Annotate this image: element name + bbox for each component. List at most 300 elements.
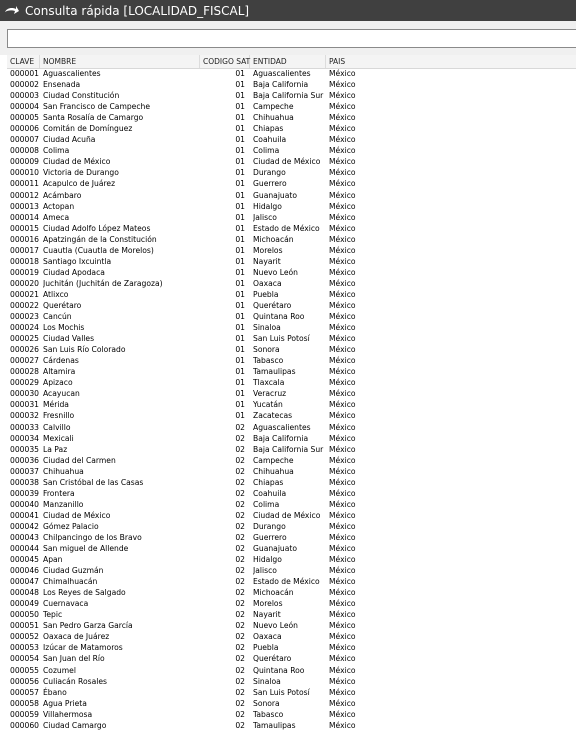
- codigo-sat-cell: 01: [235, 334, 245, 344]
- codigo-sat-cell: 01: [235, 245, 245, 255]
- clave-cell: 000059: [10, 709, 39, 719]
- clave-cell: 000003: [10, 91, 39, 101]
- entidad-cell: Tamaulipas: [253, 367, 296, 377]
- clave-cell: 000052: [10, 632, 39, 642]
- codigo-sat-cell: 02: [235, 521, 245, 531]
- entidad-cell: Guerrero: [253, 532, 287, 542]
- clave-cell: 000049: [10, 599, 39, 609]
- entidad-cell: Hidalgo: [253, 555, 282, 565]
- table-row[interactable]: [7, 532, 576, 543]
- nombre-cell: Ameca: [43, 212, 70, 222]
- window-title: Consulta rápida [LOCALIDAD_FISCAL]: [25, 3, 250, 18]
- nombre-cell: Mérida: [43, 400, 69, 410]
- codigo-sat-cell: 02: [235, 632, 245, 642]
- table-row[interactable]: [7, 134, 576, 145]
- table-row[interactable]: [7, 145, 576, 156]
- pais-cell: México: [329, 234, 356, 244]
- clave-cell: 000040: [10, 499, 39, 509]
- clave-cell: 000054: [10, 654, 39, 664]
- codigo-sat-cell: 01: [235, 411, 245, 421]
- pais-cell: México: [329, 389, 356, 399]
- column-header-entidad[interactable]: ENTIDAD: [250, 55, 326, 68]
- codigo-sat-cell: 02: [235, 544, 245, 554]
- table-row[interactable]: [7, 543, 576, 554]
- codigo-sat-cell: 01: [235, 91, 245, 101]
- nombre-cell: San Juan del Río: [43, 654, 105, 664]
- entidad-cell: Nayarit: [253, 256, 281, 266]
- pais-cell: México: [329, 532, 356, 542]
- table-row[interactable]: [7, 521, 576, 532]
- clave-cell: 000007: [10, 135, 39, 145]
- codigo-sat-cell: 02: [235, 665, 245, 675]
- nombre-cell: Ciudad de México: [43, 157, 111, 167]
- clave-cell: 000047: [10, 577, 39, 587]
- pais-cell: México: [329, 135, 356, 145]
- table-row[interactable]: [7, 245, 576, 256]
- table-row[interactable]: [7, 510, 576, 521]
- table-row[interactable]: [7, 79, 576, 90]
- table-row[interactable]: [7, 609, 576, 620]
- pais-cell: México: [329, 256, 356, 266]
- table-row[interactable]: [7, 620, 576, 631]
- table-row[interactable]: [7, 112, 576, 123]
- table-row[interactable]: [7, 466, 576, 477]
- clave-cell: 000002: [10, 80, 39, 90]
- pais-cell: México: [329, 312, 356, 322]
- nombre-cell: Villahermosa: [43, 709, 93, 719]
- table-row[interactable]: [7, 256, 576, 267]
- clave-cell: 000008: [10, 146, 39, 156]
- pais-cell: México: [329, 455, 356, 465]
- table-row[interactable]: [7, 422, 576, 433]
- entidad-cell: Hidalgo: [253, 201, 282, 211]
- clave-cell: 000015: [10, 223, 39, 233]
- entidad-cell: Chihuahua: [253, 466, 294, 476]
- entidad-cell: Guanajuato: [253, 190, 298, 200]
- pais-cell: México: [329, 466, 356, 476]
- table-row[interactable]: [7, 488, 576, 499]
- entidad-cell: Michoacán: [253, 588, 294, 598]
- codigo-sat-cell: 02: [235, 610, 245, 620]
- column-header-clave[interactable]: CLAVE: [7, 55, 40, 68]
- pais-cell: México: [329, 179, 356, 189]
- clave-cell: 000013: [10, 201, 39, 211]
- clave-cell: 000023: [10, 312, 39, 322]
- nombre-cell: Fresnillo: [43, 411, 75, 421]
- codigo-sat-cell: 02: [235, 566, 245, 576]
- table-row[interactable]: [7, 410, 576, 421]
- table-row[interactable]: [7, 687, 576, 698]
- pais-cell: México: [329, 212, 356, 222]
- entidad-cell: San Luis Potosí: [253, 687, 310, 697]
- codigo-sat-cell: 01: [235, 201, 245, 211]
- nombre-cell: Chilpancingo de los Bravo: [43, 532, 142, 542]
- nombre-cell: Victoria de Durango: [43, 168, 119, 178]
- pais-cell: México: [329, 521, 356, 531]
- pais-cell: México: [329, 643, 356, 653]
- pais-cell: México: [329, 555, 356, 565]
- table-row[interactable]: [7, 665, 576, 676]
- nombre-cell: Atlixco: [43, 289, 69, 299]
- table-row[interactable]: [7, 68, 576, 79]
- clave-cell: 000030: [10, 389, 39, 399]
- codigo-sat-cell: 02: [235, 466, 245, 476]
- clave-cell: 000004: [10, 102, 39, 112]
- table-row[interactable]: [7, 698, 576, 709]
- pais-cell: México: [329, 577, 356, 587]
- back-arrow-icon[interactable]: [4, 4, 22, 18]
- clave-cell: 000005: [10, 113, 39, 123]
- clave-cell: 000022: [10, 300, 39, 310]
- clave-cell: 000055: [10, 665, 39, 675]
- entidad-cell: Jalisco: [253, 212, 277, 222]
- nombre-cell: Chihuahua: [43, 466, 84, 476]
- clave-cell: 000014: [10, 212, 39, 222]
- nombre-cell: Ébano: [43, 687, 67, 697]
- codigo-sat-cell: 02: [235, 709, 245, 719]
- table-row[interactable]: [7, 399, 576, 410]
- nombre-cell: San Francisco de Campeche: [43, 102, 150, 112]
- results-table: [7, 55, 576, 733]
- codigo-sat-cell: 01: [235, 312, 245, 322]
- entidad-cell: Quintana Roo: [253, 665, 305, 675]
- nombre-cell: Cuautla (Cuautla de Morelos): [43, 245, 154, 255]
- clave-cell: 000048: [10, 588, 39, 598]
- clave-cell: 000033: [10, 422, 39, 432]
- nombre-cell: Izúcar de Matamoros: [43, 643, 123, 653]
- clave-cell: 000046: [10, 566, 39, 576]
- entidad-cell: Chiapas: [253, 124, 284, 134]
- clave-cell: 000051: [10, 621, 39, 631]
- nombre-cell: Apizaco: [43, 378, 73, 388]
- table-row[interactable]: [7, 101, 576, 112]
- column-header-nombre[interactable]: NOMBRE: [40, 55, 200, 68]
- table-row[interactable]: [7, 631, 576, 642]
- nombre-cell: Acayucan: [43, 389, 80, 399]
- codigo-sat-cell: 02: [235, 676, 245, 686]
- pais-cell: México: [329, 665, 356, 675]
- codigo-sat-cell: 01: [235, 389, 245, 399]
- codigo-sat-cell: 02: [235, 488, 245, 498]
- codigo-sat-cell: 02: [235, 643, 245, 653]
- clave-cell: 000038: [10, 477, 39, 487]
- clave-cell: 000028: [10, 367, 39, 377]
- entidad-cell: Veracruz: [253, 389, 287, 399]
- table-row[interactable]: [7, 676, 576, 687]
- table-row[interactable]: [7, 355, 576, 366]
- pais-cell: México: [329, 334, 356, 344]
- column-header-codigo-sat[interactable]: CODIGO SAT: [200, 55, 250, 68]
- nombre-cell: Ensenada: [43, 80, 81, 90]
- clave-cell: 000017: [10, 245, 39, 255]
- clave-cell: 000034: [10, 433, 39, 443]
- clave-cell: 000012: [10, 190, 39, 200]
- codigo-sat-cell: 02: [235, 599, 245, 609]
- table-row[interactable]: [7, 587, 576, 598]
- pais-cell: México: [329, 378, 356, 388]
- entidad-cell: Durango: [253, 521, 286, 531]
- entidad-cell: Chihuahua: [253, 113, 294, 123]
- table-row[interactable]: [7, 455, 576, 466]
- clave-cell: 000021: [10, 289, 39, 299]
- pais-cell: México: [329, 411, 356, 421]
- nombre-cell: Cozumel: [43, 665, 76, 675]
- nombre-cell: Aguascalientes: [43, 69, 101, 78]
- pais-cell: México: [329, 267, 356, 277]
- table-header: [7, 55, 576, 69]
- pais-cell: México: [329, 687, 356, 697]
- entidad-cell: Baja California Sur: [253, 444, 324, 454]
- nombre-cell: Juchitán (Juchitán de Zaragoza): [43, 278, 163, 288]
- clave-cell: 000027: [10, 356, 39, 366]
- table-body: [7, 68, 576, 731]
- table-row[interactable]: [7, 366, 576, 377]
- codigo-sat-cell: 02: [235, 422, 245, 432]
- nombre-cell: Mexicali: [43, 433, 74, 443]
- table-row[interactable]: [7, 598, 576, 609]
- nombre-cell: Ciudad Acuña: [43, 135, 96, 145]
- search-input[interactable]: [7, 29, 576, 48]
- pais-cell: México: [329, 510, 356, 520]
- table-row[interactable]: [7, 444, 576, 455]
- table-row[interactable]: [7, 576, 576, 587]
- nombre-cell: Ciudad Camargo: [43, 720, 107, 730]
- nombre-cell: San Luis Río Colorado: [43, 345, 126, 355]
- clave-cell: 000045: [10, 555, 39, 565]
- pais-cell: México: [329, 477, 356, 487]
- table-row[interactable]: [7, 234, 576, 245]
- nombre-cell: Querétaro: [43, 300, 82, 310]
- codigo-sat-cell: 01: [235, 179, 245, 189]
- entidad-cell: Colima: [253, 146, 280, 156]
- codigo-sat-cell: 01: [235, 69, 245, 78]
- entidad-cell: Baja California Sur: [253, 91, 324, 101]
- entidad-cell: Oaxaca: [253, 278, 282, 288]
- pais-cell: México: [329, 146, 356, 156]
- clave-cell: 000053: [10, 643, 39, 653]
- nombre-cell: Chimalhuacán: [43, 577, 98, 587]
- entidad-cell: Yucatán: [253, 400, 283, 410]
- table-row[interactable]: [7, 477, 576, 488]
- clave-cell: 000060: [10, 720, 39, 730]
- clave-cell: 000037: [10, 466, 39, 476]
- clave-cell: 000044: [10, 544, 39, 554]
- title-bar: [0, 0, 576, 21]
- table-row[interactable]: [7, 167, 576, 178]
- entidad-cell: Puebla: [253, 289, 279, 299]
- pais-cell: México: [329, 124, 356, 134]
- pais-cell: México: [329, 632, 356, 642]
- clave-cell: 000024: [10, 323, 39, 333]
- clave-cell: 000050: [10, 610, 39, 620]
- nombre-cell: Ciudad Adolfo López Mateos: [43, 223, 151, 233]
- nombre-cell: Acámbaro: [43, 190, 82, 200]
- codigo-sat-cell: 01: [235, 400, 245, 410]
- table-row[interactable]: [7, 212, 576, 223]
- pais-cell: México: [329, 720, 356, 730]
- clave-cell: 000057: [10, 687, 39, 697]
- table-row[interactable]: [7, 123, 576, 134]
- nombre-cell: Tepic: [43, 610, 63, 620]
- pais-cell: México: [329, 300, 356, 310]
- pais-cell: México: [329, 433, 356, 443]
- table-row[interactable]: [7, 377, 576, 388]
- codigo-sat-cell: 02: [235, 444, 245, 454]
- codigo-sat-cell: 02: [235, 654, 245, 664]
- pais-cell: México: [329, 289, 356, 299]
- clave-cell: 000001: [10, 69, 39, 78]
- clave-cell: 000019: [10, 267, 39, 277]
- nombre-cell: Ciudad de México: [43, 510, 111, 520]
- clave-cell: 000043: [10, 532, 39, 542]
- nombre-cell: Comitán de Domínguez: [43, 124, 133, 134]
- entidad-cell: Morelos: [253, 599, 283, 609]
- table-row[interactable]: [7, 344, 576, 355]
- pais-cell: México: [329, 102, 356, 112]
- codigo-sat-cell: 02: [235, 720, 245, 730]
- entidad-cell: Aguascalientes: [253, 69, 311, 78]
- table-row[interactable]: [7, 267, 576, 278]
- codigo-sat-cell: 01: [235, 102, 245, 112]
- table-row[interactable]: [7, 709, 576, 720]
- nombre-cell: San Cristóbal de las Casas: [43, 477, 144, 487]
- table-row[interactable]: [7, 289, 576, 300]
- nombre-cell: Los Reyes de Salgado: [43, 588, 126, 598]
- nombre-cell: Ciudad Constitución: [43, 91, 120, 101]
- pais-cell: México: [329, 201, 356, 211]
- table-row[interactable]: [7, 322, 576, 333]
- table-row[interactable]: [7, 190, 576, 201]
- codigo-sat-cell: 01: [235, 168, 245, 178]
- table-row[interactable]: [7, 90, 576, 101]
- nombre-cell: Agua Prieta: [43, 698, 87, 708]
- table-row[interactable]: [7, 223, 576, 234]
- entidad-cell: Michoacán: [253, 234, 294, 244]
- clave-cell: 000039: [10, 488, 39, 498]
- nombre-cell: Los Mochis: [43, 323, 85, 333]
- nombre-cell: La Paz: [43, 444, 68, 454]
- entidad-cell: Oaxaca: [253, 632, 282, 642]
- table-row[interactable]: [7, 278, 576, 289]
- nombre-cell: Apatzingán de la Constitución: [43, 234, 157, 244]
- table-row[interactable]: [7, 311, 576, 322]
- table-row[interactable]: [7, 565, 576, 576]
- nombre-cell: San Pedro Garza García: [43, 621, 133, 631]
- codigo-sat-cell: 02: [235, 510, 245, 520]
- codigo-sat-cell: 01: [235, 356, 245, 366]
- table-row[interactable]: [7, 201, 576, 212]
- codigo-sat-cell: 02: [235, 499, 245, 509]
- codigo-sat-cell: 01: [235, 234, 245, 244]
- column-header-pais[interactable]: PAIS: [329, 57, 346, 66]
- nombre-cell: Cárdenas: [43, 356, 79, 366]
- search-bar: [0, 21, 576, 55]
- codigo-sat-cell: 01: [235, 80, 245, 90]
- pais-cell: México: [329, 157, 356, 167]
- codigo-sat-cell: 01: [235, 113, 245, 123]
- pais-cell: México: [329, 367, 356, 377]
- pais-cell: México: [329, 610, 356, 620]
- pais-cell: México: [329, 544, 356, 554]
- clave-cell: 000026: [10, 345, 39, 355]
- clave-cell: 000031: [10, 400, 39, 410]
- table-row[interactable]: [7, 499, 576, 510]
- codigo-sat-cell: 02: [235, 477, 245, 487]
- pais-cell: México: [329, 113, 356, 123]
- entidad-cell: Puebla: [253, 643, 279, 653]
- table-row[interactable]: [7, 178, 576, 189]
- table-row[interactable]: [7, 653, 576, 664]
- entidad-cell: Zacatecas: [253, 411, 293, 421]
- codigo-sat-cell: 02: [235, 698, 245, 708]
- entidad-cell: Tlaxcala: [253, 378, 285, 388]
- nombre-cell: Gómez Palacio: [43, 521, 99, 531]
- entidad-cell: Baja California: [253, 433, 309, 443]
- pais-cell: México: [329, 676, 356, 686]
- codigo-sat-cell: 01: [235, 223, 245, 233]
- codigo-sat-cell: 02: [235, 621, 245, 631]
- nombre-cell: Culiacán Rosales: [43, 676, 107, 686]
- pais-cell: México: [329, 698, 356, 708]
- nombre-cell: Santa Rosalía de Camargo: [43, 113, 144, 123]
- codigo-sat-cell: 01: [235, 367, 245, 377]
- table-row[interactable]: [7, 388, 576, 399]
- pais-cell: México: [329, 588, 356, 598]
- codigo-sat-cell: 02: [235, 433, 245, 443]
- codigo-sat-cell: 01: [235, 135, 245, 145]
- table-row[interactable]: [7, 720, 576, 731]
- nombre-cell: Altamira: [43, 367, 76, 377]
- pais-cell: México: [329, 499, 356, 509]
- clave-cell: 000035: [10, 444, 39, 454]
- table-row[interactable]: [7, 156, 576, 167]
- nombre-cell: Santiago Ixcuintla: [43, 256, 112, 266]
- entidad-cell: Morelos: [253, 245, 283, 255]
- nombre-cell: Ciudad del Carmen: [43, 455, 116, 465]
- pais-cell: México: [329, 245, 356, 255]
- nombre-cell: Frontera: [43, 488, 75, 498]
- codigo-sat-cell: 02: [235, 532, 245, 542]
- clave-cell: 000032: [10, 411, 39, 421]
- table-row[interactable]: [7, 300, 576, 311]
- table-row[interactable]: [7, 433, 576, 444]
- pais-cell: México: [329, 278, 356, 288]
- pais-cell: México: [329, 356, 356, 366]
- pais-cell: México: [329, 345, 356, 355]
- codigo-sat-cell: 01: [235, 190, 245, 200]
- entidad-cell: Quintana Roo: [253, 312, 305, 322]
- clave-cell: 000009: [10, 157, 39, 167]
- codigo-sat-cell: 01: [235, 289, 245, 299]
- clave-cell: 000036: [10, 455, 39, 465]
- nombre-cell: Ciudad Guzmán: [43, 566, 104, 576]
- pais-cell: México: [329, 599, 356, 609]
- entidad-cell: Coahuila: [253, 488, 287, 498]
- entidad-cell: Jalisco: [253, 566, 277, 576]
- nombre-cell: Calvillo: [43, 422, 71, 432]
- nombre-cell: Ciudad Apodaca: [43, 267, 105, 277]
- codigo-sat-cell: 02: [235, 555, 245, 565]
- codigo-sat-cell: 01: [235, 378, 245, 388]
- codigo-sat-cell: 01: [235, 323, 245, 333]
- table-row[interactable]: [7, 642, 576, 653]
- entidad-cell: Guanajuato: [253, 544, 298, 554]
- entidad-cell: Aguascalientes: [253, 422, 311, 432]
- table-row[interactable]: [7, 333, 576, 344]
- table-row[interactable]: [7, 554, 576, 565]
- nombre-cell: Oaxaca de Juárez: [43, 632, 110, 642]
- entidad-cell: Querétaro: [253, 300, 292, 310]
